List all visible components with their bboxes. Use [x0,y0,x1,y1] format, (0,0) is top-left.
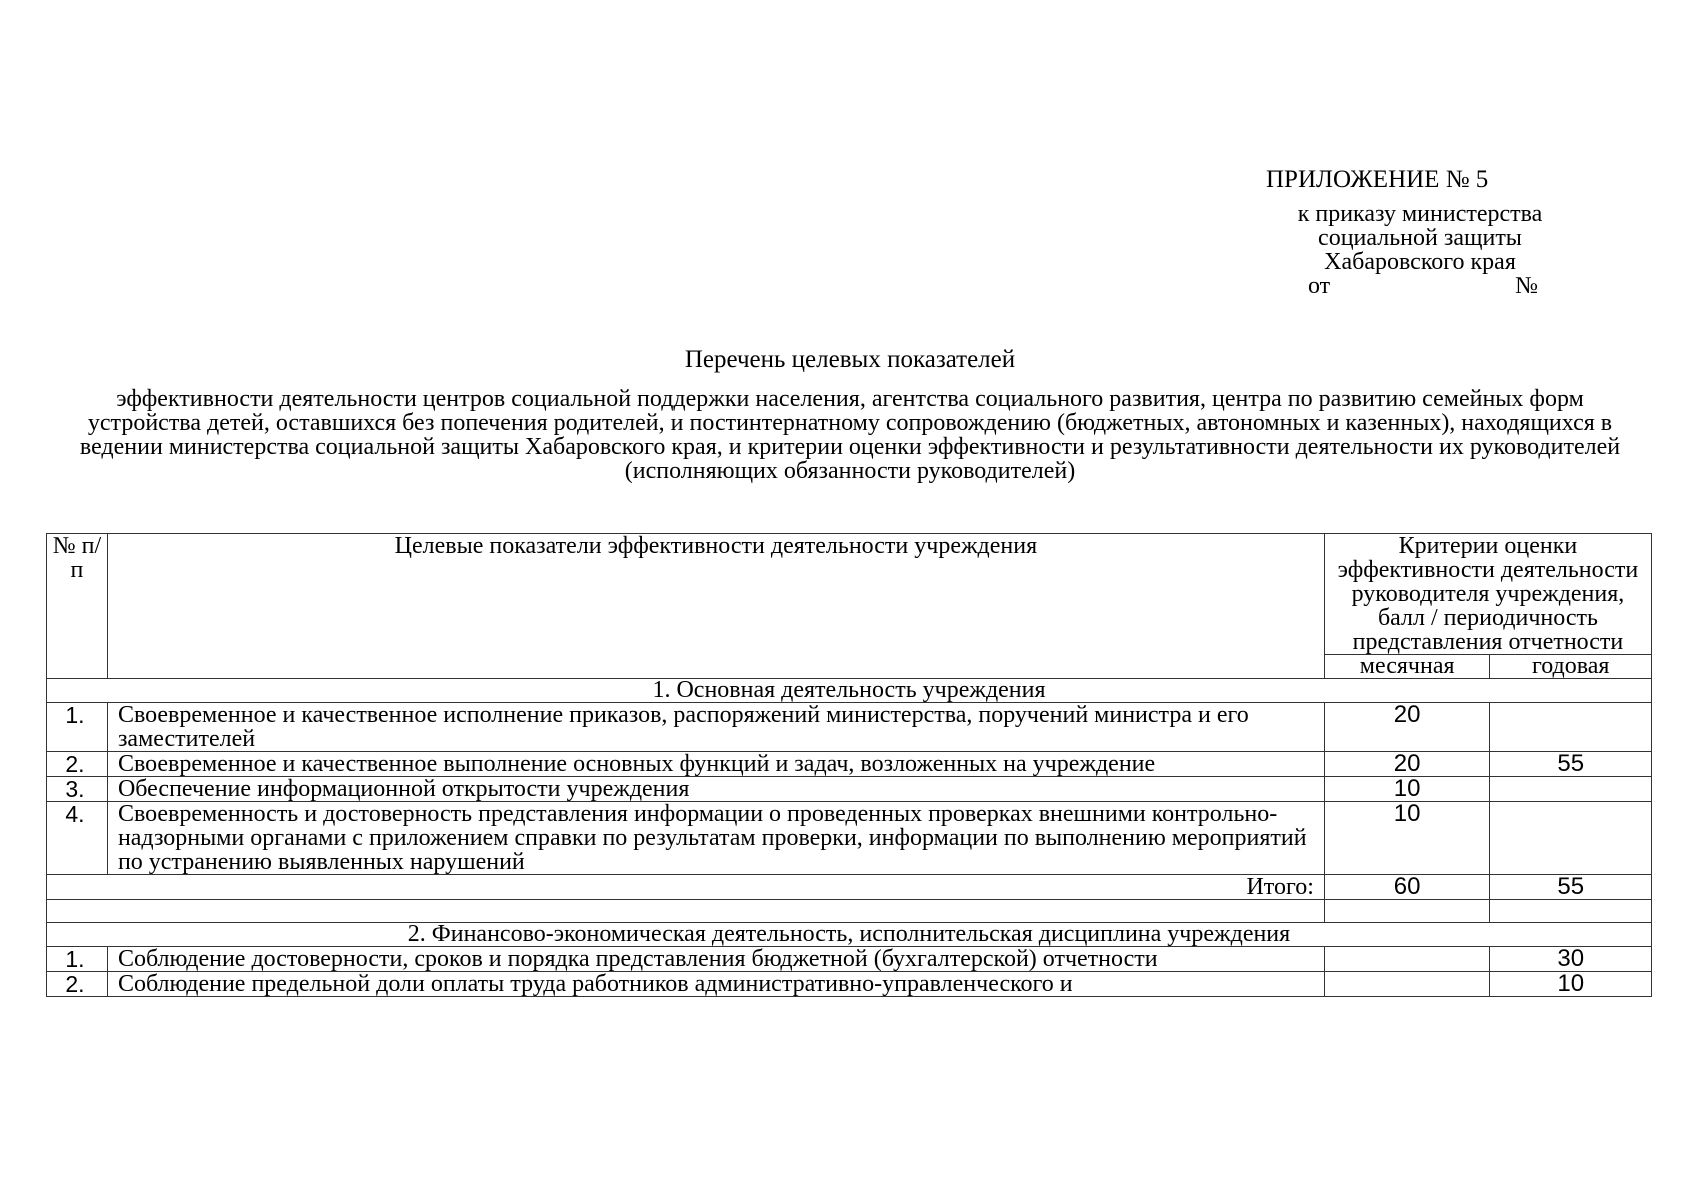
row-monthly [1324,972,1490,997]
row-text: Своевременность и достоверность представления информации о проведенных проверках внешними контрольно-надзорными органами с приложением справки по результатам проверки, информации по выполнению мероприятий по устранению выявленных нарушений [107,802,1324,875]
row-text: Соблюдение предельной доли оплаты труда работников административно-управленческого и [107,972,1324,997]
row-yearly [1490,703,1652,752]
table-row [47,752,1652,777]
table-row [47,972,1652,997]
row-yearly [1490,777,1652,802]
row-text: Своевременное и качественное исполнение приказов, распоряжений министерства, поручений министра и его заместителей [107,703,1324,752]
section-title: 1. Основная деятельность учреждения [47,679,1652,703]
header-criteria: Критерии оценки эффективности деятельности руководителя учреждения, балл / периодичность представления отчетности [1324,534,1651,655]
total-yearly: 55 [1490,875,1652,900]
row-text: Соблюдение достоверности, сроков и порядка представления бюджетной (бухгалтерской) отчетности [107,947,1324,972]
total-row [47,875,1652,900]
table-row [47,703,1652,752]
row-num: 2. [47,972,108,997]
row-text: Своевременное и качественное выполнение основных функций и задач, возложенных на учреждение [107,752,1324,777]
table-header-row [47,534,1652,655]
total-label: Итого: [47,875,1325,900]
section-row [47,923,1652,947]
row-num: 1. [47,947,108,972]
row-yearly [1490,802,1652,875]
row-yearly: 30 [1490,947,1652,972]
indicators-table [46,533,1652,997]
header-yearly: годовая [1490,655,1652,679]
appendix-line: Хабаровского края [1324,249,1516,275]
row-num: 4. [47,802,108,875]
row-monthly: 20 [1324,752,1490,777]
empty-cell [47,900,1325,923]
section-title: 2. Финансово-экономическая деятельность, исполнительская дисциплина учреждения [47,923,1652,947]
table-row [47,777,1652,802]
appendix-date-line [1302,274,1538,298]
table-row [47,802,1652,875]
row-yearly: 10 [1490,972,1652,997]
row-monthly: 20 [1324,703,1490,752]
empty-cell [1324,900,1490,923]
row-num: 2. [47,752,108,777]
row-text: Обеспечение информационной открытости учреждения [107,777,1324,802]
empty-cell [1490,900,1652,923]
appendix-block [1240,168,1600,298]
row-monthly [1324,947,1490,972]
row-yearly: 55 [1490,752,1652,777]
row-monthly: 10 [1324,802,1490,875]
header-indicators: Целевые показатели эффективности деятельности учреждения [107,534,1324,679]
appendix-line: к приказу министерства [1297,201,1543,227]
row-num: 3. [47,777,108,802]
section-row [47,679,1652,703]
total-monthly: 60 [1324,875,1490,900]
appendix-line: социальной защиты [1318,225,1522,251]
header-monthly: месячная [1324,655,1490,679]
document-title: Перечень целевых показателей [684,346,1016,373]
document-subtitle: эффективности деятельности центров социальной поддержки населения, агентства социального развития, центра по развитию семейных форм устройства детей, оставшихся без попечения родителей, и постинтернатному сопровождению (бюджетных, автономных и казенных), находящихся в ведении министерства социальной защиты Хабаровского края, и критерии оценки эффективности и результативности деятельности их руководителей (исполняющих обязанности руководителей) [79,386,1621,484]
row-num: 1. [47,703,108,752]
date-label: от [1308,273,1331,299]
number-label: № [1515,273,1538,299]
row-monthly: 10 [1324,777,1490,802]
empty-row [47,900,1652,923]
table-row [47,947,1652,972]
header-num: № п/п [47,534,108,679]
appendix-title: ПРИЛОЖЕНИЕ № 5 [1266,166,1489,193]
